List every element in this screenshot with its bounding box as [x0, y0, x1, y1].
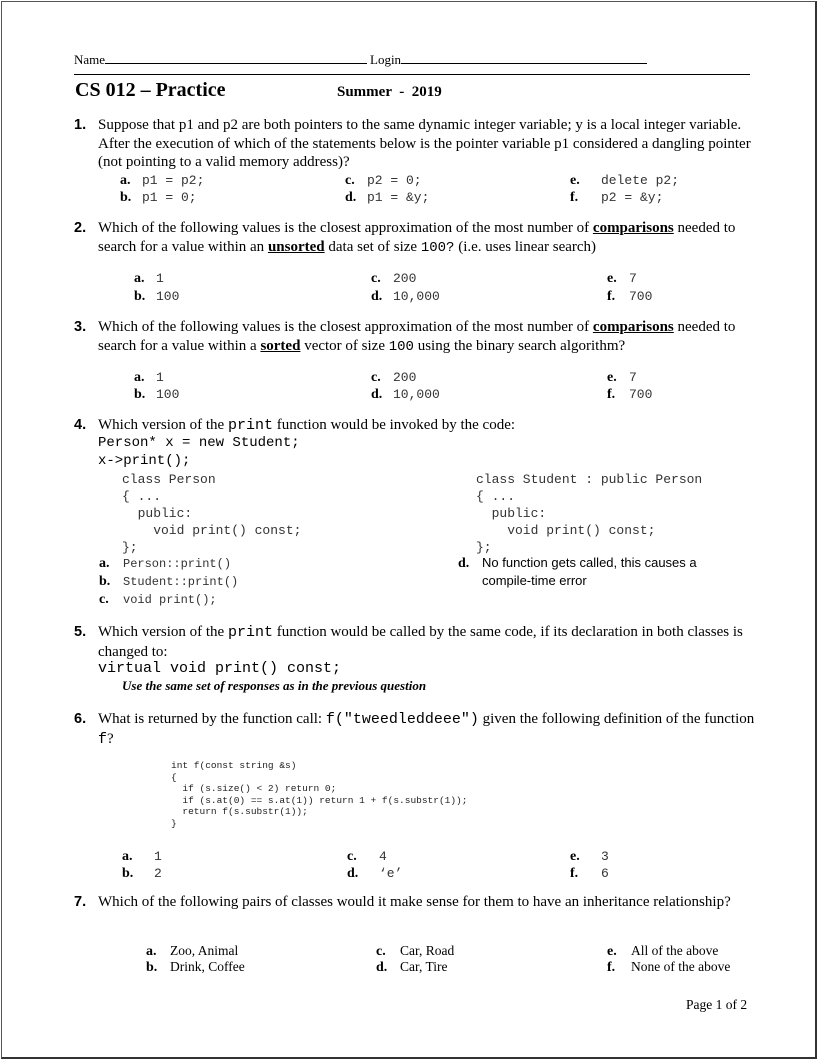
q3-option-c[interactable]: c. 200 — [371, 370, 417, 385]
q7-option-f[interactable]: f. None of the above — [607, 959, 731, 975]
q7-option-b[interactable]: b. Drink, Coffee — [146, 959, 245, 975]
q7-option-c[interactable]: c. Car, Road — [376, 943, 455, 959]
term-label: Summer - 2019 — [337, 84, 442, 100]
q2-number: 2. — [74, 220, 87, 236]
q5-code: virtual void print() const; — [98, 660, 342, 677]
q3-option-a[interactable]: a. 1 — [134, 370, 164, 385]
page-title: CS 012 – Practice — [75, 79, 226, 101]
q6-option-e[interactable]: e. 3 — [570, 849, 609, 864]
q7-number: 7. — [74, 894, 87, 910]
q6-code-block: int f(const string &s) { if (s.size() < 2) return 0; if (s.at(0) == s.at(1)) return 1 + f(s.substr(1)); return f(s.substr(1)); } — [171, 760, 468, 829]
q3-option-e[interactable]: e. 7 — [607, 370, 637, 385]
name-field — [74, 52, 367, 68]
q1-text: Suppose that p1 and p2 are both pointers to the same dynamic integer variable; y is a local integer variable. After the execution of which of the statements below is the pointer variable p1 considered a dangling pointer (not pointing to a valid memory address)? — [98, 117, 751, 170]
q3-option-f[interactable]: f. 700 — [607, 387, 653, 402]
page-number: Page 1 of 2 — [686, 997, 748, 1012]
q2-option-a[interactable]: a. 1 — [134, 271, 164, 286]
q6-option-f[interactable]: f. 6 — [570, 866, 609, 881]
name-blank — [105, 53, 367, 64]
q6-option-c[interactable]: c. 4 — [347, 849, 387, 864]
q7-text: Which of the following pairs of classes would it make sense for them to have an inheritance relationship? — [98, 894, 731, 910]
q6-text: What is returned by the function call: f("tweedleddeee") given the following definition of the function f? — [98, 711, 755, 748]
q4-number: 4. — [74, 417, 87, 433]
q5-number: 5. — [74, 624, 87, 640]
q6-option-d[interactable]: d. ‘e’ — [347, 866, 403, 881]
q7-option-e[interactable]: e. All of the above — [607, 943, 719, 959]
q1-option-c[interactable]: c. p2 = 0; — [345, 173, 422, 188]
q6-number: 6. — [74, 711, 87, 727]
q4-text: Which version of the print function would be invoked by the code: — [98, 417, 516, 434]
q1-option-b[interactable]: b. p1 = 0; — [120, 190, 197, 205]
q3-number: 3. — [74, 319, 87, 335]
q3-option-d[interactable]: d. 10,000 — [371, 387, 440, 402]
q6-option-a[interactable]: a. 1 — [122, 849, 162, 864]
q4-option-d[interactable]: d. No function gets called, this causes a compile-time error — [458, 555, 697, 588]
q1-number: 1. — [74, 117, 87, 133]
q1-option-f[interactable]: f. p2 = &y; — [570, 190, 664, 205]
q1-option-a[interactable]: a. p1 = p2; — [120, 173, 205, 188]
q4-option-a[interactable]: a. Person::print() — [99, 556, 232, 571]
q5-note: Use the same set of responses as in the previous question — [122, 678, 427, 693]
header-rule — [74, 74, 750, 75]
q2-option-c[interactable]: c. 200 — [371, 271, 417, 286]
q6-option-b[interactable]: b. 2 — [122, 866, 162, 881]
q5-text: Which version of the print function would be called by the same code, if its declaration in both classes is changed to: — [98, 624, 743, 660]
q3-text: Which of the following values is the closest approximation of the most number of comparisons needed to search for a value within a sorted vector of size 100 using the binary search algorithm? — [98, 319, 736, 355]
q7-option-a[interactable]: a. Zoo, Animal — [146, 943, 239, 959]
q1-option-d[interactable]: d. p1 = &y; — [345, 190, 430, 205]
q7-option-d[interactable]: d. Car, Tire — [376, 959, 448, 975]
q2-option-d[interactable]: d. 10,000 — [371, 289, 440, 304]
q2-option-e[interactable]: e. 7 — [607, 271, 637, 286]
q4-code-line-1: Person* x = new Student; — [98, 435, 300, 451]
q1-option-e[interactable]: e. delete p2; — [570, 173, 680, 188]
q2-option-f[interactable]: f. 700 — [607, 289, 653, 304]
q4-option-b[interactable]: b. Student::print() — [99, 574, 239, 589]
q3-option-b[interactable]: b. 100 — [134, 387, 180, 402]
name-label: Name — [74, 52, 106, 67]
person-class-block: class Person { ... public: void print() const; }; — [122, 472, 302, 555]
q4-code-line-2: x->print(); — [98, 453, 191, 469]
login-blank — [401, 53, 647, 64]
exam-page — [1, 1, 817, 1059]
login-field — [370, 52, 647, 68]
q2-text: Which of the following values is the closest approximation of the most number of comparisons needed to search for a value within an unsorted data set of size 100? (i.e. uses linear search) — [98, 220, 736, 256]
q2-option-b[interactable]: b. 100 — [134, 289, 180, 304]
student-class-block: class Student : public Person { ... public: void print() const; }; — [476, 472, 703, 555]
q4-option-c[interactable]: c. void print(); — [99, 592, 217, 607]
login-label: Login — [370, 52, 402, 67]
